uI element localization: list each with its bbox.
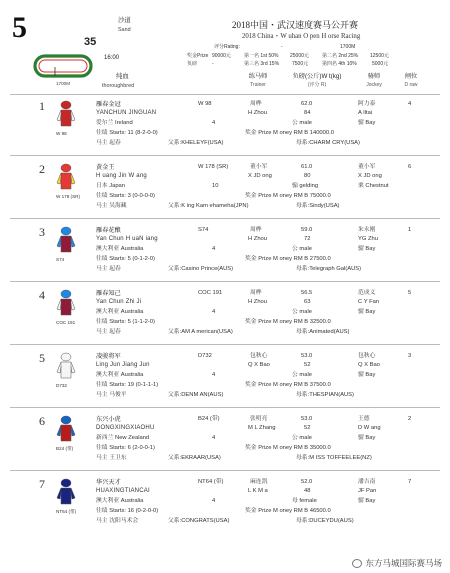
dam: 母系:DUCEYDU(AUS)	[296, 518, 354, 524]
prize-money: 奖金 Prize M oney RM B 35000.0	[245, 445, 331, 451]
rating: 80	[304, 173, 311, 179]
horse-code: NT64 (带)	[198, 479, 224, 485]
horse-name-en: DONGXINGXIAOHU	[96, 425, 155, 431]
sex: 公 male	[292, 246, 312, 252]
row-divider	[10, 281, 440, 282]
weight: 56.5	[301, 290, 313, 296]
trainer-cn: 周桦	[250, 227, 262, 233]
prize-1st: 25000元	[290, 53, 309, 59]
horse-name-cn: 东兴小虎	[96, 416, 121, 423]
jockey-cn: 范成义	[358, 290, 376, 296]
runner-number: 6	[39, 414, 45, 428]
horse-age: 4	[212, 372, 216, 378]
horse-code: COC 191	[198, 290, 223, 296]
prize-distance: 1700M	[340, 44, 356, 50]
prize-money: 奖金 Prize M oney RM B 27500.0	[245, 256, 331, 262]
sex: 骟 gelding	[292, 183, 319, 189]
horse-origin: 澳大利亚 Australia	[96, 372, 144, 378]
weight: 52.0	[301, 479, 313, 485]
track-distance: 1700M	[56, 81, 71, 86]
dam: 母系:M ISS TOFFEELEE(NZ)	[296, 455, 372, 461]
sire: 父系:KHELEYF(USA)	[168, 140, 224, 146]
watermark-text: 东方马城国际赛马场	[365, 558, 442, 569]
rating-value: -	[281, 44, 283, 50]
sire: 父系:EKRAAR(USA)	[168, 455, 221, 461]
horse-owner: 马主 起春	[96, 140, 121, 146]
trainer-cn: 董小军	[250, 164, 268, 170]
horse-code: W 98	[198, 101, 212, 107]
horse-age: 4	[212, 120, 216, 126]
jockey-silks-icon	[55, 415, 77, 443]
prize-2nd-label: 第二名 2nd 25%	[322, 53, 359, 59]
weight: 62.0	[301, 101, 313, 107]
prize-3rd-label: 第三名 3rd 15%	[244, 61, 280, 67]
header-divider	[10, 94, 440, 95]
prize-4th-label: 第四名 4th 10%	[322, 61, 357, 67]
allowance-label: 负磅	[187, 61, 198, 67]
col-trainer-cn: 练马师	[248, 73, 268, 80]
horse-origin: 日本 Japan	[96, 183, 125, 189]
col-trainer-en: Trainer	[250, 82, 266, 88]
horse-owner: 马主 马俊平	[96, 392, 127, 398]
dam: 母系:CHARM CRY(USA)	[296, 140, 360, 146]
col-jockey-cn: 骑师	[367, 73, 381, 80]
weight: 61.0	[301, 164, 313, 170]
dam: 母系:THESPIAN(AUS)	[296, 392, 354, 398]
horse-code-small: W 178 (SR)	[56, 194, 80, 199]
row-divider	[10, 218, 440, 219]
trainer-en: H Zhou	[248, 110, 268, 116]
race-horses-count: 35	[84, 36, 97, 48]
jockey-silks-icon	[55, 478, 77, 506]
jockey-silks-icon	[55, 100, 77, 128]
rating-label: 评分Rating:	[214, 44, 240, 50]
jockey-cn: 朱永刚	[358, 227, 376, 233]
dam: 母系:Sindy(USA)	[296, 203, 340, 209]
draw: 7	[408, 479, 412, 485]
jockey-silks-icon	[55, 163, 77, 191]
surface-en: Sand	[118, 27, 131, 33]
dam: 母系:Animated(AUS)	[296, 329, 350, 335]
horse-age: 4	[212, 498, 216, 504]
trainer-cn: 张明亮	[250, 416, 268, 422]
prize-money: 奖金 Prize M oney RM B 32500.0	[245, 319, 331, 325]
jockey-en: Q X Bao	[358, 362, 380, 368]
horse-record: 往绩 Starts: 6 (2-0-0-1)	[96, 445, 155, 451]
sire: 父系:AM A merican(USA)	[168, 329, 233, 335]
jockey-cn: 潘吉南	[358, 479, 376, 485]
horse-age: 4	[212, 309, 216, 315]
trainer-en: X JD ong	[248, 173, 272, 179]
coat-color: 骝 Bay	[358, 120, 376, 126]
row-divider	[10, 407, 440, 408]
coat-color: 骝 Bay	[358, 498, 376, 504]
horse-name-cn: 雁春花酿	[96, 227, 121, 234]
horse-code: W 178 (SR)	[198, 164, 229, 170]
rating: 48	[304, 488, 311, 494]
race-time: 16:00	[104, 55, 120, 61]
trainer-cn: 麻连凯	[250, 479, 268, 485]
horse-code-small: D732	[56, 383, 67, 388]
weight: 53.0	[301, 416, 313, 422]
jockey-cn: 董小军	[358, 164, 376, 170]
horse-name-cn: 雁春知己	[96, 290, 121, 297]
draw: 4	[408, 101, 412, 107]
prize-money: 奖金 Prize M oney RM B 75000.0	[245, 193, 331, 199]
prize-2nd: 12500元	[370, 53, 389, 59]
rating: 72	[304, 236, 311, 242]
jockey-cn: 阿力泰	[358, 101, 376, 107]
horse-age: 10	[212, 183, 219, 189]
col-jockey-en: Jockey	[366, 82, 382, 88]
horse-record: 往绩 Starts: 5 (1-1-2-0)	[96, 319, 155, 325]
prize-4th: 5000元	[372, 61, 389, 67]
horse-name-en: YANCHUN JINGUAN	[96, 110, 157, 116]
prize-money: 奖金 Prize M oney RM B 37500.0	[245, 382, 331, 388]
horse-code-small: B24 (带)	[56, 446, 74, 451]
trainer-cn: 周桦	[250, 290, 262, 296]
horse-code: B24 (带)	[198, 416, 220, 422]
trainer-en: H Zhou	[248, 299, 268, 305]
horse-code: D732	[198, 353, 212, 359]
coat-color: 骝 Bay	[358, 435, 376, 441]
trainer-en: H Zhou	[248, 236, 268, 242]
jockey-en: YG Zhu	[358, 236, 378, 242]
trainer-cn: 周桦	[250, 101, 262, 107]
horse-age: 4	[212, 435, 216, 441]
horse-name-cn: 黄金王	[96, 164, 115, 171]
rating: 84	[304, 110, 311, 116]
prize-money-label: 奖金Prize	[187, 53, 209, 59]
coat-color: 骝 Bay	[358, 309, 376, 315]
prize-3rd: 7500元	[292, 61, 309, 67]
prize-money: 奖金 Prize M oney RM B 46500.0	[245, 508, 331, 514]
weight: 59.0	[301, 227, 313, 233]
draw: 5	[408, 290, 412, 296]
col-draw-cn: 闸位	[404, 73, 418, 80]
class-cn: 纯血	[116, 73, 129, 80]
draw: 2	[408, 416, 412, 422]
sex: 公 male	[292, 309, 312, 315]
horse-origin: 澳大利亚 Australia	[96, 309, 144, 315]
watermark	[352, 559, 442, 569]
allowance-value: -	[212, 61, 214, 67]
prize-money: 奖金 Prize M oney RM B 140000.0	[245, 130, 334, 136]
horse-name-en: Yan Chun Zhi Ji	[96, 299, 142, 305]
horse-owner: 马主 起春	[96, 266, 121, 272]
horse-owner: 马主 吴海藏	[96, 203, 127, 209]
surface-cn: 沙道	[118, 17, 131, 24]
sire: 父系:K ing Kam ehameha(JPN)	[168, 203, 249, 209]
rating: 63	[304, 299, 311, 305]
sire: 父系:CONGRATS(USA)	[168, 518, 230, 524]
row-divider	[10, 155, 440, 156]
horse-code-small: NT64 (带)	[56, 509, 77, 514]
coat-color: 骝 Bay	[358, 372, 376, 378]
runner-number: 7	[39, 477, 45, 491]
sex: 母 female	[292, 498, 317, 504]
col-weight-cn: 负磅(公斤)W t(kg)	[292, 73, 342, 80]
rating: 52	[304, 425, 311, 431]
horse-code-small: W 98	[56, 131, 67, 136]
horse-origin: 爱尔兰 Ireland	[96, 120, 133, 126]
jockey-cn: 包秋心	[358, 353, 376, 359]
horse-age: 4	[212, 246, 216, 252]
horse-record: 往绩 Starts: 16 (0-2-0-0)	[96, 508, 159, 514]
sire: 父系:DENM AN(AUS)	[168, 392, 224, 398]
coat-color: 骝 Bay	[358, 246, 376, 252]
horse-name-en: H uang Jin W ang	[96, 173, 147, 179]
jockey-silks-icon	[55, 352, 77, 380]
jockey-en: JF Pan	[358, 488, 377, 494]
event-title-cn: 2018中国・武汉速度赛马公开赛	[232, 20, 359, 30]
runner-number: 1	[39, 99, 45, 113]
jockey-en: D W ang	[358, 425, 381, 431]
sex: 公 male	[292, 120, 312, 126]
prize-money: 90000元	[212, 53, 231, 59]
jockey-en: A Iltai	[358, 110, 373, 116]
horse-name-cn: 凌骏将军	[96, 353, 121, 360]
track-diagram	[33, 54, 93, 80]
horse-code: S74	[198, 227, 209, 233]
horse-record: 往绩 Starts: 19 (0-1-1-1)	[96, 382, 159, 388]
watermark-logo-icon	[352, 559, 362, 568]
jockey-en: X JD ong	[358, 173, 382, 179]
horse-origin: 澳大利亚 Australia	[96, 246, 144, 252]
race-number: 5	[12, 11, 27, 44]
runner-number: 5	[39, 351, 45, 365]
runner-number: 3	[39, 225, 45, 239]
jockey-silks-icon	[55, 226, 77, 254]
draw: 1	[408, 227, 412, 233]
col-weight-en: (评分 R)	[307, 82, 327, 88]
horse-name-en: HUAXINGTIANCAI	[96, 488, 150, 494]
horse-name-cn: 雁春金冠	[96, 101, 121, 108]
horse-owner: 马主 起春	[96, 329, 121, 335]
trainer-en: Q X Bao	[248, 362, 270, 368]
runner-number: 2	[39, 162, 45, 176]
jockey-en: C Y Fan	[358, 299, 380, 305]
horse-owner: 马主 沈阳马术会	[96, 518, 139, 524]
horse-code-small: S74	[56, 257, 65, 262]
horse-name-cn: 华兴天才	[96, 479, 121, 486]
draw: 6	[408, 164, 412, 170]
event-title-en: 2018 China・W uhan O pen H orse Racing	[242, 33, 361, 40]
trainer-en: L K M a	[248, 488, 268, 494]
trainer-cn: 包秋心	[250, 353, 268, 359]
sire: 父系:Casino Prince(AUS)	[168, 266, 234, 272]
jockey-cn: 王德	[358, 416, 370, 422]
trainer-en: M L Zhang	[248, 425, 276, 431]
sex: 公 male	[292, 372, 312, 378]
runner-number: 4	[39, 288, 45, 302]
horse-record: 往绩 Starts: 5 (0-1-2-0)	[96, 256, 155, 262]
weight: 53.0	[301, 353, 313, 359]
horse-record: 往绩 Starts: 11 (8-2-0-0)	[96, 130, 158, 136]
draw: 3	[408, 353, 412, 359]
class-en: thoroughbred	[102, 83, 135, 89]
horse-origin: 新西兰 New Zealand	[96, 435, 150, 441]
horse-origin: 澳大利亚 Australia	[96, 498, 144, 504]
rating: 52	[304, 362, 311, 368]
sex: 公 male	[292, 435, 312, 441]
horse-record: 往绩 Starts: 3 (0-0-0-0)	[96, 193, 155, 199]
row-divider	[10, 344, 440, 345]
col-draw-en: D raw	[404, 82, 418, 88]
horse-name-en: Ling Jun Jiang Jun	[96, 362, 150, 368]
prize-1st-label: 第一名 1st 50%	[244, 53, 279, 59]
jockey-silks-icon	[55, 289, 77, 317]
horse-owner: 马主 王卫东	[96, 455, 127, 461]
dam: 母系:Telegraph Gal(AUS)	[296, 266, 362, 272]
coat-color: 栗 Chestnut	[358, 183, 389, 189]
horse-code-small: COC 191	[56, 320, 76, 325]
horse-name-en: Yan Chun H uaN iang	[96, 236, 158, 242]
row-divider	[10, 470, 440, 471]
